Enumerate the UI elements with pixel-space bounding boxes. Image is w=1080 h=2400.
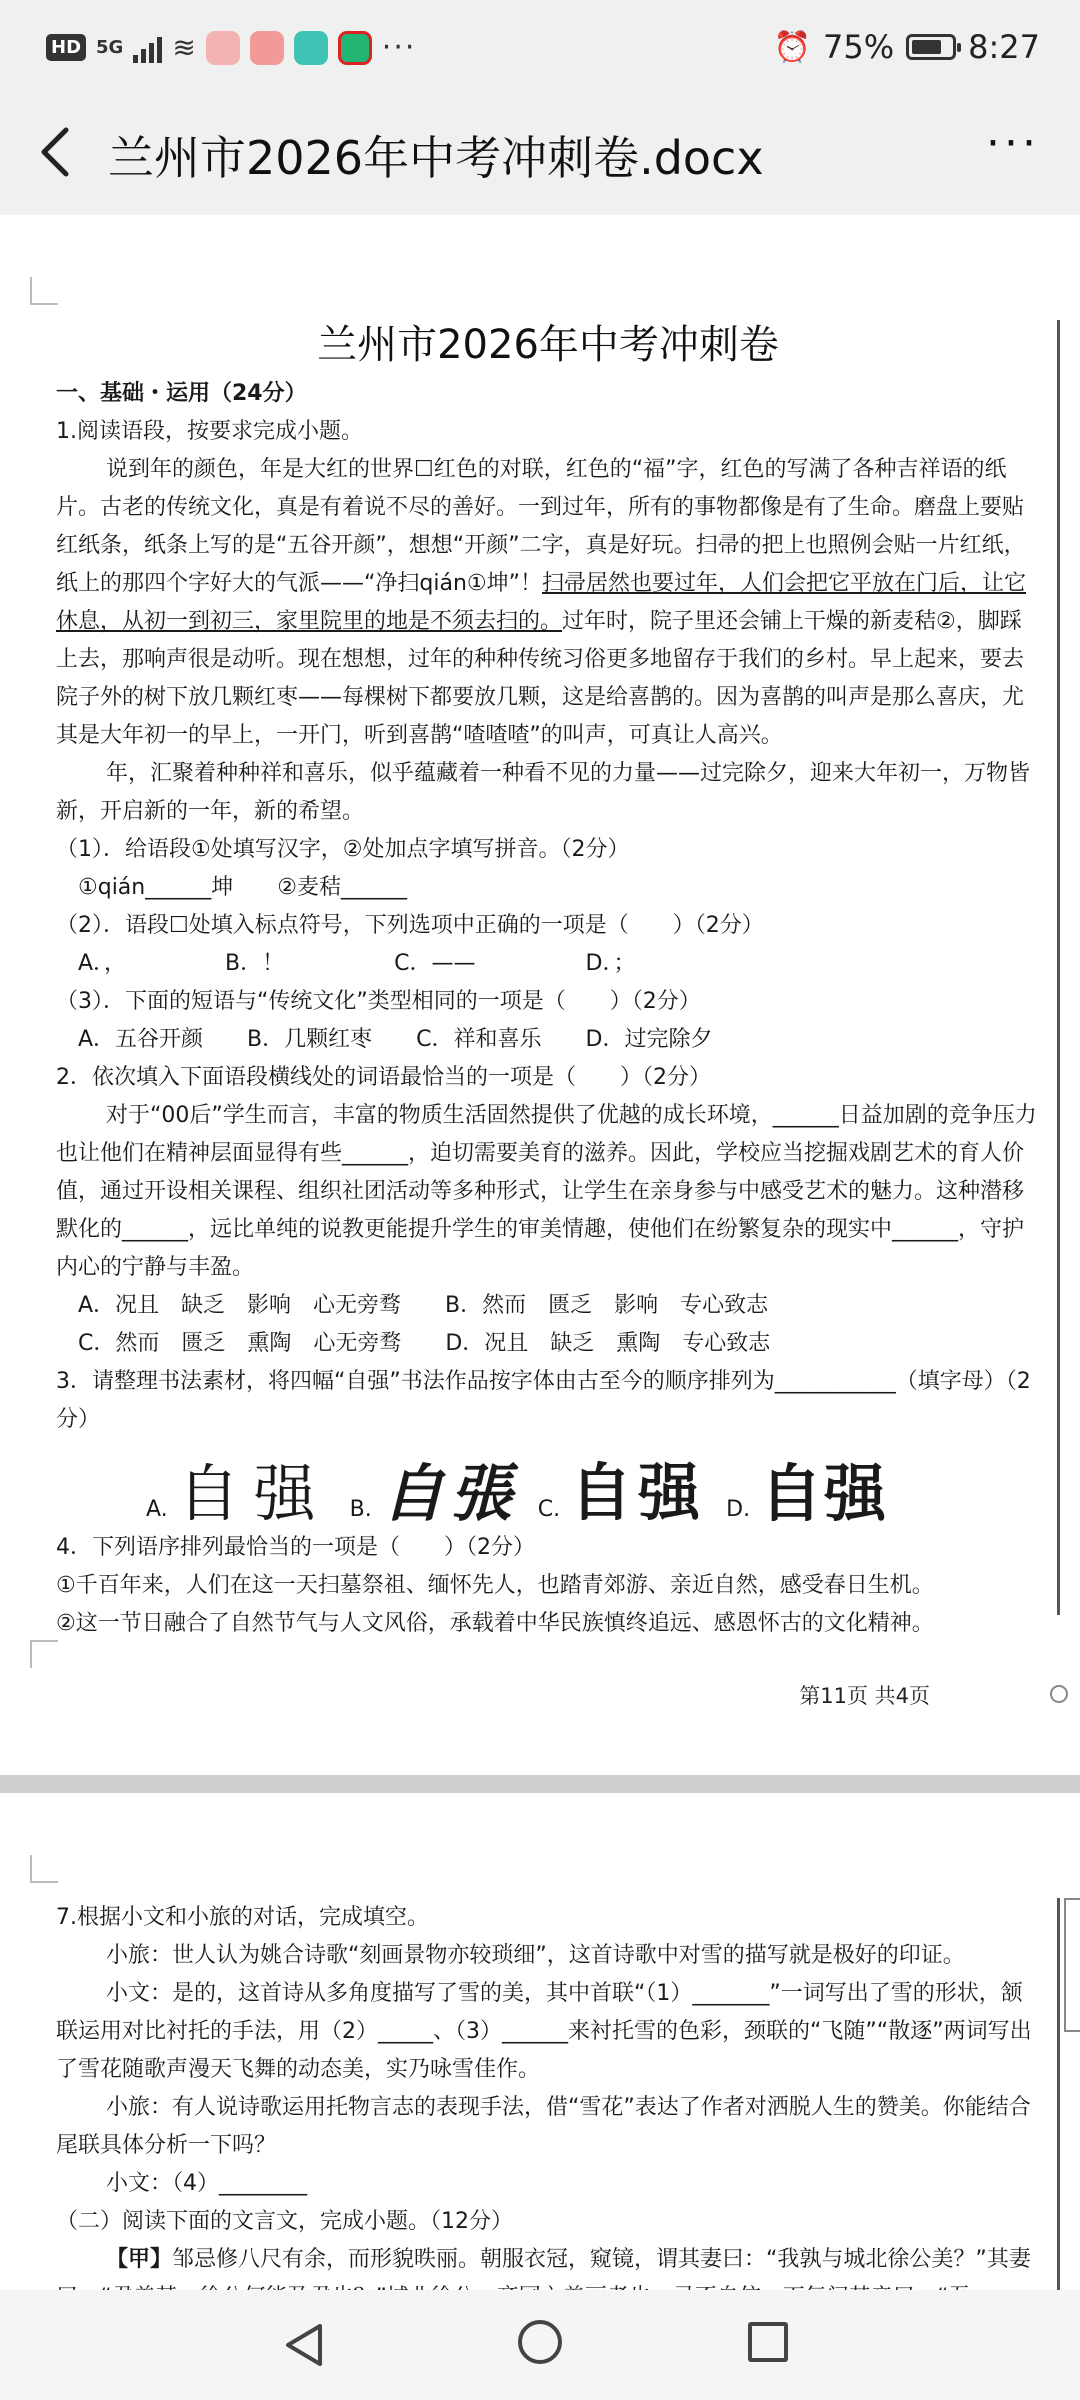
page-corner-mark xyxy=(30,277,58,305)
question-4: 4．下列语序排列最恰当的一项是（ ）（2分） xyxy=(56,1535,535,1560)
dialogue-line: 小旅：世人认为姚合诗歌“刻画景物亦较琐细”，这首诗歌中对雪的描写就是极好的印证。 xyxy=(106,1943,965,1968)
calligraphy-images xyxy=(56,1439,1040,1529)
navigation-bar xyxy=(0,2290,1080,2400)
question-3: 3．请整理书法素材，将四幅“自强”书法作品按字体由古至今的顺序排列为___________（填字母）（2分） xyxy=(56,1369,1031,1432)
page-right-border xyxy=(1057,320,1060,1615)
classical-text: 邹忌修八尺有余，而形貌昳丽。朝服衣冠，窥镜，谓其妻曰：“我孰与城北徐公美？”其妻 xyxy=(172,2247,1031,2272)
calligraphy-label: C. xyxy=(537,1497,561,1522)
network-type: 5G xyxy=(96,36,124,58)
calligraphy-running-script: 自張 xyxy=(381,1457,518,1530)
title-bar xyxy=(0,100,1080,215)
dialogue-line: 小文：是的，这首诗从多角度描写了雪的美，其中首联“（1）_______”一词写出了雪的形状，颔联运用对比衬托的手法，用（2）_____、（3）______来衬托雪的色彩，颈联的“飞随”“散逐”两词写出了雪花随歌声漫天飞舞的动态美，实乃咏雪佳作。 xyxy=(56,1981,1032,2082)
nav-home-icon[interactable] xyxy=(518,2320,562,2364)
back-icon[interactable] xyxy=(32,122,82,182)
table-edge xyxy=(1064,1898,1080,2032)
question-2-options-cd: C．然而 匮乏 熏陶 心无旁骛 D．况且 缺乏 熏陶 专心致志 xyxy=(78,1331,771,1356)
question-1-3: （3）．下面的短语与“传统文化”类型相同的一项是（ ）（2分） xyxy=(56,989,701,1014)
question-1-1-blanks: ①qián______坤 ②麦秸______ xyxy=(78,875,407,900)
page-number: 第11页 共4页 xyxy=(799,1684,930,1708)
question-4-item-2: ②这一节日融合了自然节气与人文风俗，承载着中华民族慎终追远、感恩怀古的文化精神。 xyxy=(56,1611,934,1636)
scroll-indicator-icon xyxy=(1050,1685,1068,1703)
page-1-content xyxy=(56,315,1040,1643)
page-right-border xyxy=(1057,1898,1060,2290)
more-menu-icon[interactable]: ··· xyxy=(986,118,1040,169)
reading-paragraph-2: 年，汇聚着种种祥和喜乐，似乎蕴藏着一种看不见的力量——过完除夕，迎来大年初一，万物皆新，开启新的一年，新的希望。 xyxy=(56,761,1031,824)
document-page-1 xyxy=(0,215,1080,1775)
app-icon-teal xyxy=(294,31,328,65)
page-title: 兰州市2026年中考冲刺卷 xyxy=(317,322,779,368)
document-title: 兰州市2026年中考冲刺卷.docx xyxy=(108,131,764,185)
alarm-icon: ⏰ xyxy=(773,29,812,65)
dialogue-line: 小旅：有人说诗歌运用托物言志的表现手法，借“雪花”表达了作者对洒脱人生的赞美。你能结合尾联具体分析一下吗？ xyxy=(56,2095,1031,2158)
status-bar xyxy=(0,0,1080,100)
calligraphy-label: D. xyxy=(726,1497,751,1522)
document-page-2 xyxy=(0,1793,1080,2290)
calligraphy-label: B. xyxy=(349,1497,372,1522)
question-1-2: （2）．语段☐处填入标点符号，下列选项中正确的一项是（ ）（2分） xyxy=(56,913,764,938)
text-label: 【甲】 xyxy=(106,2247,173,2272)
status-left xyxy=(46,30,416,65)
question-4-item-1: ①千百年来，人们在这一天扫墓祭祖、缅怀先人，也踏青郊游、亲近自然，感受春日生机。 xyxy=(56,1573,934,1598)
page-corner-mark xyxy=(30,1640,58,1668)
app-icon-green xyxy=(338,31,372,65)
question-1: 1.阅读语段，按要求完成小题。 xyxy=(56,419,363,444)
wifi-icon: ≋ xyxy=(172,31,196,64)
question-1-3-options: A．五谷开颜 B．几颗红枣 C．祥和喜乐 D．过完除夕 xyxy=(78,1027,713,1052)
status-right xyxy=(774,28,1040,66)
app-icon-red xyxy=(206,31,240,65)
paragraph-text: 说到年的颜色，年是大红的世界☐红色的对联，红色的“福”字，红色的写满了各种吉祥语的纸片。古老的传统文化，真是有着说不尽的善好。一到过年，所有的事物都像是有了生命。磨盘上要贴红纸条，纸条上写的是“五谷开颜”，想想“开颜”二字，真是好玩。扫帚的把上也照例会贴一片红纸，纸上的那四个字好大的气派——“净扫qián①坤”！ xyxy=(56,457,1026,596)
calligraphy-regular-script: 自强 xyxy=(570,1460,707,1528)
page-2-content xyxy=(56,1899,1040,2290)
calligraphy-label: A. xyxy=(146,1497,168,1522)
page-corner-mark xyxy=(30,1855,58,1883)
app-icon-red-2 xyxy=(250,31,284,65)
paragraph-text: 过年时，院子里还会铺上干燥的新麦秸②，脚踩上去，那响声很是动听。现在想想，过年的种种传统习俗更多地留存于我们的乡村。早上起来，要去院子外的树下放几颗红枣——每棵树下都要放几颗，这是给喜鹊的。因为喜鹊的叫声是那么喜庆，尤其是大年初一的早上，一开门，听到喜鹊“喳喳喳”的叫声，可真让人高兴。 xyxy=(56,609,1025,748)
section-heading: 一、基础・运用（24分） xyxy=(56,381,307,406)
question-1-2-options: A．， B．！ C．—— D．； xyxy=(78,951,636,976)
hd-badge: HD xyxy=(46,34,86,61)
battery-icon xyxy=(906,34,956,60)
reading-paragraph-1 xyxy=(56,451,1040,755)
question-7: 7.根据小文和小旅的对话，完成填空。 xyxy=(56,1905,429,1930)
question-2: 2．依次填入下面语段横线处的词语最恰当的一项是（ ）（2分） xyxy=(56,1065,711,1090)
clock: 8:27 xyxy=(968,28,1040,66)
nav-back-icon[interactable] xyxy=(280,2320,330,2370)
nav-recents-icon[interactable] xyxy=(748,2322,788,2362)
signal-icon xyxy=(133,33,162,63)
question-1-1: （1）．给语段①处填写汉字，②处加点字填写拼音。（2分） xyxy=(56,837,630,862)
more-notifications-icon: ··· xyxy=(381,30,417,65)
battery-percent: 75% xyxy=(823,28,895,66)
calligraphy-print-script: 自强 xyxy=(760,1457,889,1530)
underlined-text: 扫帚居然也要过年，人们会把它平放在门后，让它休息，从初一到初三，家里院里的地是不须去扫的。 xyxy=(56,571,1027,634)
dialogue-line: 小文：（4）________ xyxy=(106,2171,307,2196)
page-separator xyxy=(0,1775,1080,1793)
question-2-paragraph: 对于“00后”学生而言，丰富的物质生活固然提供了优越的成长环境，______日益加剧的竞争压力也让他们在精神层面显得有些______，迫切需要美育的滋养。因此，学校应当挖掘戏剧艺术的育人价值，通过开设相关课程、组织社团活动等多种形式，让学生在亲身参与中感受艺术的魅力。这种潜移默化的______，远比单纯的说教更能提升学生的审美情趣，使他们在纷繁复杂的现实中______，守护内心的宁静与丰盈。 xyxy=(56,1103,1037,1280)
calligraphy-seal-script: 自强 xyxy=(177,1457,330,1530)
question-2-options-ab: A．况且 缺乏 影响 心无旁骛 B．然而 匮乏 影响 专心致志 xyxy=(78,1293,769,1318)
section-heading: （二）阅读下面的文言文，完成小题。（12分） xyxy=(56,2209,513,2234)
